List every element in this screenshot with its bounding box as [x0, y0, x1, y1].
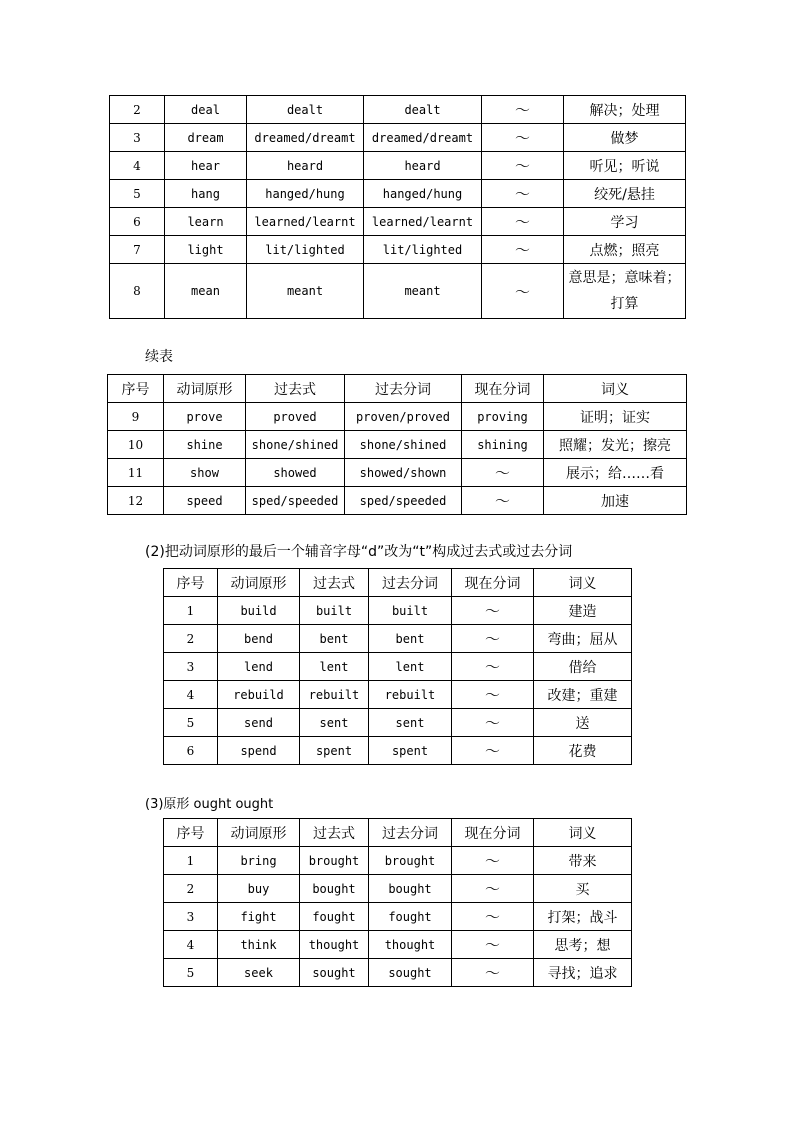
- meaning: 展示；给……看: [544, 459, 687, 487]
- table-header-row: [108, 375, 687, 403]
- present-participle: ～: [452, 903, 534, 931]
- past-tense: rebuilt: [300, 681, 369, 709]
- base-form: hear: [165, 152, 247, 180]
- past-tense: heard: [247, 152, 364, 180]
- header-no: 序号: [164, 569, 218, 597]
- past-participle: brought: [369, 847, 452, 875]
- past-tense: fought: [300, 903, 369, 931]
- present-participle: ～: [452, 597, 534, 625]
- past-tense: sought: [300, 959, 369, 987]
- header-past: 过去式: [300, 569, 369, 597]
- table-row: [110, 152, 686, 180]
- past-tense: bought: [300, 875, 369, 903]
- past-tense: sent: [300, 709, 369, 737]
- table-row: [110, 236, 686, 264]
- table-row: [110, 124, 686, 152]
- table-row: [164, 681, 632, 709]
- past-participle: rebuilt: [369, 681, 452, 709]
- past-tense: brought: [300, 847, 369, 875]
- present-participle: ～: [452, 847, 534, 875]
- meaning: 照耀；发光；擦亮: [544, 431, 687, 459]
- row-number: 4: [164, 931, 218, 959]
- row-number: 5: [164, 709, 218, 737]
- row-number: 2: [110, 96, 165, 124]
- past-participle: learned/learnt: [364, 208, 482, 236]
- verb-table-1: [109, 95, 686, 319]
- present-participle: ～: [482, 236, 564, 264]
- table-header-row: [164, 569, 632, 597]
- present-participle: proving: [462, 403, 544, 431]
- meaning: 做梦: [564, 124, 686, 152]
- past-participle: hanged/hung: [364, 180, 482, 208]
- row-number: 5: [110, 180, 165, 208]
- row-number: 6: [164, 737, 218, 765]
- present-participle: ～: [452, 681, 534, 709]
- section-3-title: (3)原形 ought ought: [145, 797, 274, 812]
- table-row: [108, 431, 687, 459]
- row-number: 11: [108, 459, 164, 487]
- header-ing: 现在分词: [452, 569, 534, 597]
- base-form: think: [218, 931, 300, 959]
- meaning: 证明；证实: [544, 403, 687, 431]
- present-participle: ～: [452, 625, 534, 653]
- header-pp: 过去分词: [369, 569, 452, 597]
- base-form: rebuild: [218, 681, 300, 709]
- meaning: 绞死/悬挂: [564, 180, 686, 208]
- meaning: 思考；想: [534, 931, 632, 959]
- present-participle: ～: [452, 959, 534, 987]
- row-number: 3: [164, 903, 218, 931]
- table-row: [164, 959, 632, 987]
- past-participle: sought: [369, 959, 452, 987]
- past-participle: sent: [369, 709, 452, 737]
- base-form: mean: [165, 264, 247, 319]
- table-header-row: [164, 819, 632, 847]
- meaning: 花费: [534, 737, 632, 765]
- base-form: seek: [218, 959, 300, 987]
- base-form: lend: [218, 653, 300, 681]
- table-row: [164, 709, 632, 737]
- continued-label: 续表: [145, 349, 173, 365]
- table-row: [108, 403, 687, 431]
- meaning: 弯曲；屈从: [534, 625, 632, 653]
- past-tense: meant: [247, 264, 364, 319]
- past-participle: meant: [364, 264, 482, 319]
- base-form: buy: [218, 875, 300, 903]
- header-meaning: 词义: [544, 375, 687, 403]
- table-row: [164, 597, 632, 625]
- table-row: [108, 487, 687, 515]
- base-form: bend: [218, 625, 300, 653]
- past-participle: dealt: [364, 96, 482, 124]
- past-participle: bent: [369, 625, 452, 653]
- past-tense: dreamed/dreamt: [247, 124, 364, 152]
- past-participle: heard: [364, 152, 482, 180]
- past-participle: sped/speeded: [345, 487, 462, 515]
- row-number: 1: [164, 847, 218, 875]
- header-meaning: 词义: [534, 569, 632, 597]
- meaning: 送: [534, 709, 632, 737]
- past-participle: showed/shown: [345, 459, 462, 487]
- row-number: 8: [110, 264, 165, 319]
- present-participle: ～: [462, 459, 544, 487]
- past-participle: thought: [369, 931, 452, 959]
- header-base: 动词原形: [164, 375, 246, 403]
- table-row: [164, 875, 632, 903]
- present-participle: ～: [462, 487, 544, 515]
- verb-table-4: [163, 818, 632, 987]
- meaning: 学习: [564, 208, 686, 236]
- table-row: [164, 625, 632, 653]
- past-participle: spent: [369, 737, 452, 765]
- meaning: 寻找；追求: [534, 959, 632, 987]
- header-base: 动词原形: [218, 819, 300, 847]
- past-tense: hanged/hung: [247, 180, 364, 208]
- base-form: fight: [218, 903, 300, 931]
- meaning: 改建；重建: [534, 681, 632, 709]
- row-number: 6: [110, 208, 165, 236]
- row-number: 2: [164, 625, 218, 653]
- row-number: 7: [110, 236, 165, 264]
- row-number: 2: [164, 875, 218, 903]
- present-participle: ～: [482, 152, 564, 180]
- header-pp: 过去分词: [369, 819, 452, 847]
- header-ing: 现在分词: [462, 375, 544, 403]
- row-number: 12: [108, 487, 164, 515]
- table-row: [110, 208, 686, 236]
- past-participle: fought: [369, 903, 452, 931]
- base-form: send: [218, 709, 300, 737]
- past-participle: lent: [369, 653, 452, 681]
- table-row: [164, 847, 632, 875]
- base-form: bring: [218, 847, 300, 875]
- meaning: 加速: [544, 487, 687, 515]
- present-participle: ～: [452, 875, 534, 903]
- past-tense: shone/shined: [246, 431, 345, 459]
- past-tense: spent: [300, 737, 369, 765]
- past-tense: learned/learnt: [247, 208, 364, 236]
- past-participle: built: [369, 597, 452, 625]
- past-participle: proven/proved: [345, 403, 462, 431]
- past-tense: thought: [300, 931, 369, 959]
- meaning: 建造: [534, 597, 632, 625]
- meaning: 借给: [534, 653, 632, 681]
- meaning: 打架；战斗: [534, 903, 632, 931]
- row-number: 5: [164, 959, 218, 987]
- past-tense: dealt: [247, 96, 364, 124]
- row-number: 4: [110, 152, 165, 180]
- base-form: learn: [165, 208, 247, 236]
- row-number: 4: [164, 681, 218, 709]
- table-row: [164, 653, 632, 681]
- header-no: 序号: [164, 819, 218, 847]
- present-participle: ～: [482, 264, 564, 319]
- present-participle: ～: [482, 180, 564, 208]
- base-form: show: [164, 459, 246, 487]
- past-participle: bought: [369, 875, 452, 903]
- past-tense: showed: [246, 459, 345, 487]
- meaning: 买: [534, 875, 632, 903]
- present-participle: ～: [452, 737, 534, 765]
- verb-table-2: [107, 374, 687, 515]
- base-form: dream: [165, 124, 247, 152]
- row-number: 10: [108, 431, 164, 459]
- meaning: 听见；听说: [564, 152, 686, 180]
- header-meaning: 词义: [534, 819, 632, 847]
- base-form: deal: [165, 96, 247, 124]
- header-past: 过去式: [246, 375, 345, 403]
- header-no: 序号: [108, 375, 164, 403]
- table-row: [110, 180, 686, 208]
- header-pp: 过去分词: [345, 375, 462, 403]
- meaning: 解决；处理: [564, 96, 686, 124]
- row-number: 3: [164, 653, 218, 681]
- past-participle: dreamed/dreamt: [364, 124, 482, 152]
- past-tense: bent: [300, 625, 369, 653]
- base-form: prove: [164, 403, 246, 431]
- past-participle: shone/shined: [345, 431, 462, 459]
- past-tense: built: [300, 597, 369, 625]
- header-past: 过去式: [300, 819, 369, 847]
- table-row: [164, 737, 632, 765]
- present-participle: ～: [452, 931, 534, 959]
- present-participle: ～: [482, 96, 564, 124]
- base-form: light: [165, 236, 247, 264]
- base-form: speed: [164, 487, 246, 515]
- present-participle: ～: [482, 208, 564, 236]
- table-row: [164, 903, 632, 931]
- meaning: 意思是；意味着；打算: [564, 264, 686, 319]
- header-base: 动词原形: [218, 569, 300, 597]
- past-tense: lent: [300, 653, 369, 681]
- present-participle: ～: [452, 653, 534, 681]
- past-tense: sped/speeded: [246, 487, 345, 515]
- row-number: 9: [108, 403, 164, 431]
- table-row: [164, 931, 632, 959]
- past-participle: lit/lighted: [364, 236, 482, 264]
- past-tense: lit/lighted: [247, 236, 364, 264]
- present-participle: shining: [462, 431, 544, 459]
- verb-table-3: [163, 568, 632, 765]
- row-number: 1: [164, 597, 218, 625]
- present-participle: ～: [452, 709, 534, 737]
- table-row: [110, 96, 686, 124]
- table-row: [110, 264, 686, 319]
- row-number: 3: [110, 124, 165, 152]
- base-form: build: [218, 597, 300, 625]
- base-form: spend: [218, 737, 300, 765]
- base-form: shine: [164, 431, 246, 459]
- past-tense: proved: [246, 403, 345, 431]
- present-participle: ～: [482, 124, 564, 152]
- meaning: 带来: [534, 847, 632, 875]
- header-ing: 现在分词: [452, 819, 534, 847]
- base-form: hang: [165, 180, 247, 208]
- table-row: [108, 459, 687, 487]
- section-2-title: (2)把动词原形的最后一个辅音字母“d”改为“t”构成过去式或过去分词: [145, 544, 573, 560]
- meaning: 点燃；照亮: [564, 236, 686, 264]
